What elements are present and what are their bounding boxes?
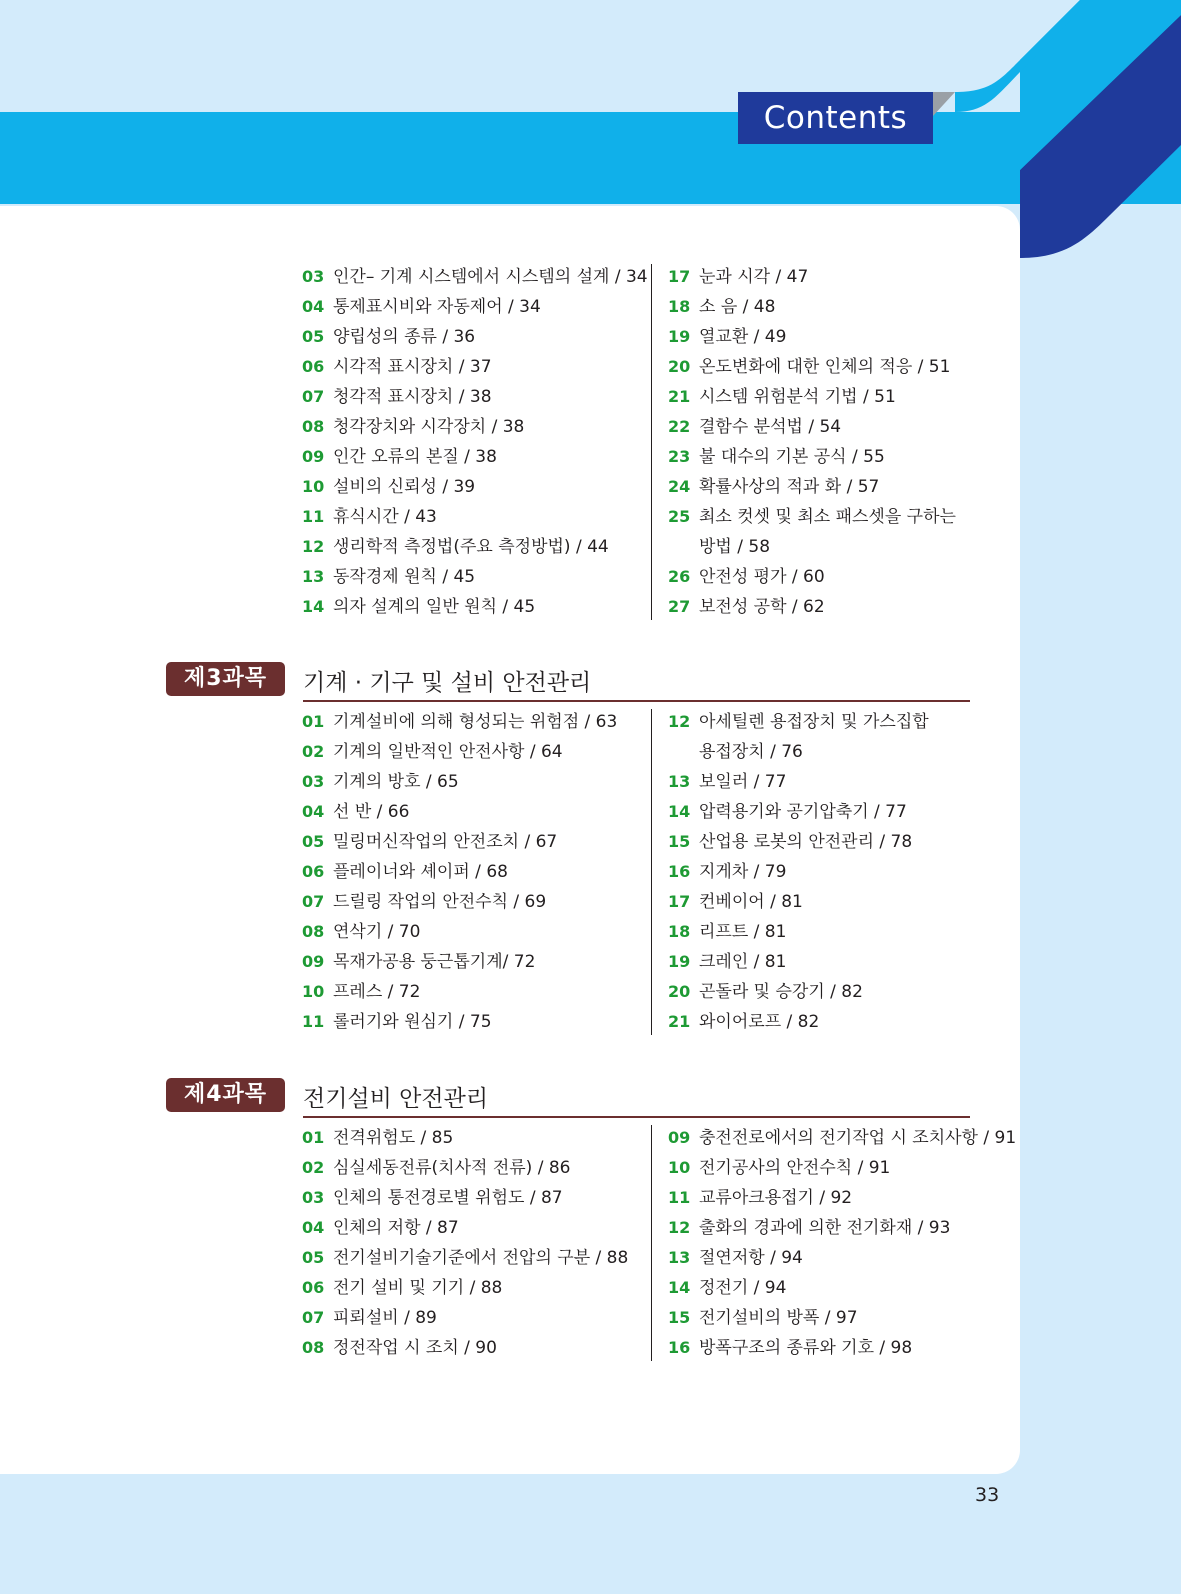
toc-entry-number: 18 <box>668 922 691 941</box>
toc-column-left <box>302 262 648 622</box>
toc-entry-title: 휴식시간 / 43 <box>333 507 437 527</box>
section-heading <box>166 1078 970 1116</box>
toc-entry-title: 교류아크용접기 / 92 <box>699 1188 853 1208</box>
toc-entry-title: 충전전로에서의 전기작업 시 조치사항 / 91 <box>699 1128 1017 1148</box>
toc-entry-number: 12 <box>302 537 325 556</box>
toc-entry-number: 13 <box>668 772 691 791</box>
toc-entry-title: 방법 / 58 <box>699 537 771 557</box>
section-label-badge: 제3과목 <box>166 662 285 696</box>
toc-entry-number: 11 <box>668 1188 691 1207</box>
toc-entry[interactable] <box>668 1243 980 1273</box>
section-heading <box>166 662 970 700</box>
toc-entry[interactable] <box>668 827 980 857</box>
toc-entry-title: 선 반 / 66 <box>333 802 410 822</box>
toc-entry-number: 14 <box>668 802 691 821</box>
toc-entry[interactable] <box>302 382 640 412</box>
toc-entry-title: 드릴링 작업의 안전수칙 / 69 <box>333 892 547 912</box>
toc-entry[interactable] <box>302 857 640 887</box>
toc-entry[interactable] <box>668 442 980 472</box>
toc-entry-title: 시스템 위험분석 기법 / 51 <box>699 387 896 407</box>
toc-entry[interactable] <box>302 1303 640 1333</box>
toc-entry[interactable] <box>302 532 640 562</box>
toc-entry-title: 의자 설계의 일반 원칙 / 45 <box>333 597 536 617</box>
toc-entry-title: 양립성의 종류 / 36 <box>333 327 476 347</box>
toc-entry[interactable] <box>302 1153 640 1183</box>
toc-entry-number: 09 <box>668 1128 691 1147</box>
toc-entry-number: 12 <box>668 1218 691 1237</box>
toc-entry-title: 피뢰설비 / 89 <box>333 1308 437 1328</box>
toc-entry-number: 04 <box>302 1218 325 1237</box>
toc-entry[interactable] <box>668 1303 980 1333</box>
toc-entry[interactable] <box>302 797 640 827</box>
toc-entry[interactable] <box>302 562 640 592</box>
toc-entry-title: 인간– 기계 시스템에서 시스템의 설계 / 34 <box>333 267 648 287</box>
toc-entry-number: 01 <box>302 1128 325 1147</box>
toc-entry[interactable] <box>668 1007 980 1037</box>
toc-entry[interactable] <box>668 1183 980 1213</box>
toc-entry-title: 롤러기와 원심기 / 75 <box>333 1012 492 1032</box>
toc-entry-title: 용접장치 / 76 <box>699 742 803 762</box>
toc-entry-title: 아세틸렌 용접장치 및 가스집합 <box>699 712 929 732</box>
section-label-badge: 제4과목 <box>166 1078 285 1112</box>
toc-entry-title: 정전작업 시 조치 / 90 <box>333 1338 497 1358</box>
toc-entry-title: 보전성 공학 / 62 <box>699 597 825 617</box>
column-divider <box>651 264 652 620</box>
toc-entry-number: 01 <box>302 712 325 731</box>
toc-entry[interactable] <box>668 262 980 292</box>
toc-entry[interactable] <box>302 262 648 292</box>
toc-entry-title: 청각적 표시장치 / 38 <box>333 387 492 407</box>
toc-entry-number: 07 <box>302 892 325 911</box>
toc-entry-number: 18 <box>668 297 691 316</box>
toc-entry-title: 열교환 / 49 <box>699 327 787 347</box>
toc-entry-title: 온도변화에 대한 인체의 적응 / 51 <box>699 357 951 377</box>
toc-entry[interactable] <box>302 412 640 442</box>
toc-entry-number: 03 <box>302 1188 325 1207</box>
toc-entry[interactable] <box>302 977 640 1007</box>
toc-entry-number: 21 <box>668 387 691 406</box>
toc-entry-number: 07 <box>302 387 325 406</box>
toc-entry-title: 기계설비에 의해 형성되는 위험점 / 63 <box>333 712 618 732</box>
toc-entry-number: 10 <box>302 982 325 1001</box>
toc-entry-number: 04 <box>302 297 325 316</box>
toc-entry-title: 컨베이어 / 81 <box>699 892 803 912</box>
toc-entry-title: 전격위험도 / 85 <box>333 1128 454 1148</box>
toc-entry-title: 전기공사의 안전수칙 / 91 <box>699 1158 891 1178</box>
toc-entry-number: 10 <box>668 1158 691 1177</box>
toc-entry-number: 16 <box>668 1338 691 1357</box>
toc-entry[interactable] <box>668 797 980 827</box>
toc-entry[interactable] <box>668 322 980 352</box>
toc-entry-number: 23 <box>668 447 691 466</box>
toc-entry[interactable] <box>668 887 980 917</box>
toc-entry-number: 26 <box>668 567 691 586</box>
toc-entry-title: 안전성 평가 / 60 <box>699 567 825 587</box>
toc-entry-title: 전기설비의 방폭 / 97 <box>699 1308 858 1328</box>
toc-entry[interactable] <box>302 592 640 622</box>
toc-entry-number: 05 <box>302 327 325 346</box>
toc-column-left <box>302 1123 640 1363</box>
toc-entry-number: 25 <box>668 507 691 526</box>
toc-entry[interactable] <box>302 917 640 947</box>
toc-entry-number: 11 <box>302 507 325 526</box>
toc-entry-number: 08 <box>302 1338 325 1357</box>
toc-entry-number: 08 <box>302 417 325 436</box>
toc-entry-number: 05 <box>302 1248 325 1267</box>
toc-entry-title: 연삭기 / 70 <box>333 922 421 942</box>
toc-column-right <box>668 262 980 622</box>
toc-entry-title: 방폭구조의 종류와 기호 / 98 <box>699 1338 913 1358</box>
section-title: 기계 · 기구 및 설비 안전관리 <box>303 670 592 696</box>
toc-entry-title: 인체의 통전경로별 위험도 / 87 <box>333 1188 563 1208</box>
toc-entry[interactable] <box>668 532 980 562</box>
toc-entry-title: 플레이너와 셰이퍼 / 68 <box>333 862 508 882</box>
toc-entry-title: 목재가공용 둥근톱기계/ 72 <box>333 952 536 972</box>
toc-column-right <box>668 1123 1017 1363</box>
toc-entry[interactable] <box>668 472 980 502</box>
toc-entry[interactable] <box>302 947 640 977</box>
toc-entry[interactable] <box>668 1273 980 1303</box>
toc-entry[interactable] <box>302 827 640 857</box>
toc-entry-title: 정전기 / 94 <box>699 1278 787 1298</box>
toc-entry-title: 프레스 / 72 <box>333 982 421 1002</box>
toc-entry-title: 곤돌라 및 승강기 / 82 <box>699 982 863 1002</box>
toc-entry-title: 결함수 분석법 / 54 <box>699 417 842 437</box>
toc-entry[interactable] <box>668 1213 980 1243</box>
toc-entry[interactable] <box>668 1123 1017 1153</box>
toc-entry-title: 인간 오류의 본질 / 38 <box>333 447 497 467</box>
section-rule <box>303 1116 970 1118</box>
toc-entry[interactable] <box>302 292 640 322</box>
toc-entry-title: 압력용기와 공기압축기 / 77 <box>699 802 907 822</box>
toc-entry-number: 03 <box>302 267 325 286</box>
column-divider <box>651 1125 652 1361</box>
toc-entry[interactable] <box>668 292 980 322</box>
toc-column-left <box>302 707 640 1037</box>
toc-entry-title: 눈과 시각 / 47 <box>699 267 809 287</box>
toc-entry-number: 06 <box>302 1278 325 1297</box>
toc-entry-title: 확률사상의 적과 화 / 57 <box>699 477 880 497</box>
toc-entry-title: 와이어로프 / 82 <box>699 1012 820 1032</box>
toc-entry[interactable] <box>668 767 980 797</box>
toc-entry-number: 04 <box>302 802 325 821</box>
toc-entry-title: 절연저항 / 94 <box>699 1248 803 1268</box>
toc-entry[interactable] <box>302 887 640 917</box>
page-number: 33 <box>975 1484 1000 1506</box>
tab-fold-decoration <box>933 92 955 116</box>
toc-entry-number: 15 <box>668 1308 691 1327</box>
toc-entry-number: 02 <box>302 742 325 761</box>
toc-entry-number: 12 <box>668 712 691 731</box>
toc-entry-number: 20 <box>668 982 691 1001</box>
toc-entry-title: 인체의 저항 / 87 <box>333 1218 459 1238</box>
toc-entry[interactable] <box>668 592 980 622</box>
toc-entry-number: 21 <box>668 1012 691 1031</box>
toc-entry-number: 15 <box>668 832 691 851</box>
toc-entry-title: 청각장치와 시각장치 / 38 <box>333 417 525 437</box>
toc-entry-number: 06 <box>302 862 325 881</box>
toc-entry[interactable] <box>668 412 980 442</box>
toc-entry[interactable] <box>302 502 640 532</box>
toc-entry-title: 소 음 / 48 <box>699 297 776 317</box>
toc-entry[interactable] <box>302 352 640 382</box>
toc-entry[interactable] <box>302 472 640 502</box>
toc-entry-title: 통제표시비와 자동제어 / 34 <box>333 297 541 317</box>
toc-entry[interactable] <box>668 947 980 977</box>
toc-entry[interactable] <box>668 1153 980 1183</box>
toc-entry-number: 08 <box>302 922 325 941</box>
column-divider <box>651 709 652 1035</box>
toc-entry-title: 동작경제 원칙 / 45 <box>333 567 476 587</box>
toc-entry[interactable] <box>302 442 640 472</box>
toc-entry-title: 기계의 일반적인 안전사항 / 64 <box>333 742 563 762</box>
toc-entry[interactable] <box>302 1243 640 1273</box>
toc-entry-number: 14 <box>302 597 325 616</box>
toc-entry[interactable] <box>668 917 980 947</box>
toc-entry-number: 03 <box>302 772 325 791</box>
toc-entry-title: 설비의 신뢰성 / 39 <box>333 477 476 497</box>
toc-entry-number: 13 <box>302 567 325 586</box>
toc-entry[interactable] <box>302 1183 640 1213</box>
toc-column-right <box>668 707 980 1037</box>
toc-entry-number: 27 <box>668 597 691 616</box>
toc-entry-title: 산업용 로봇의 안전관리 / 78 <box>699 832 913 852</box>
toc-entry-number: 11 <box>302 1012 325 1031</box>
toc-entry-number: 10 <box>302 477 325 496</box>
toc-entry[interactable] <box>668 737 980 767</box>
toc-entry-number: 24 <box>668 477 691 496</box>
toc-entry-number: 14 <box>668 1278 691 1297</box>
toc-entry-title: 시각적 표시장치 / 37 <box>333 357 492 377</box>
toc-entry-title: 전기 설비 및 기기 / 88 <box>333 1278 503 1298</box>
toc-entry[interactable] <box>302 707 640 737</box>
toc-entry-number: 09 <box>302 447 325 466</box>
toc-entry-title: 전기설비기술기준에서 전압의 구분 / 88 <box>333 1248 629 1268</box>
contents-title: Contents <box>738 92 933 144</box>
toc-entry[interactable] <box>668 352 980 382</box>
toc-entry[interactable] <box>668 1333 980 1363</box>
toc-entry[interactable] <box>668 707 980 737</box>
toc-entry[interactable] <box>302 1333 640 1363</box>
toc-entry-number: 06 <box>302 357 325 376</box>
toc-entry-title: 리프트 / 81 <box>699 922 787 942</box>
toc-entry[interactable] <box>668 502 980 532</box>
toc-entry[interactable] <box>668 977 980 1007</box>
toc-entry-number: 17 <box>668 892 691 911</box>
toc-entry-title: 밀링머신작업의 안전조치 / 67 <box>333 832 558 852</box>
toc-entry-number: 16 <box>668 862 691 881</box>
toc-entry[interactable] <box>302 1123 640 1153</box>
toc-entry[interactable] <box>668 562 980 592</box>
toc-entry-number: 17 <box>668 267 691 286</box>
toc-entry-title: 보일러 / 77 <box>699 772 787 792</box>
toc-entry-number: 13 <box>668 1248 691 1267</box>
section-rule <box>303 700 970 702</box>
toc-entry-number: 22 <box>668 417 691 436</box>
toc-entry-number: 19 <box>668 952 691 971</box>
toc-entry[interactable] <box>668 857 980 887</box>
toc-entry-title: 생리학적 측정법(주요 측정방법) / 44 <box>333 537 609 557</box>
section-title: 전기설비 안전관리 <box>303 1086 489 1112</box>
toc-entry-title: 기계의 방호 / 65 <box>333 772 459 792</box>
toc-entry-number: 20 <box>668 357 691 376</box>
toc-entry[interactable] <box>302 767 640 797</box>
toc-entry-number: 02 <box>302 1158 325 1177</box>
toc-entry[interactable] <box>302 322 640 352</box>
toc-entry-title: 크레인 / 81 <box>699 952 787 972</box>
toc-entry[interactable] <box>668 382 980 412</box>
toc-entry-number: 09 <box>302 952 325 971</box>
toc-entry-number: 07 <box>302 1308 325 1327</box>
toc-entry-title: 불 대수의 기본 공식 / 55 <box>699 447 885 467</box>
toc-entry-title: 출화의 경과에 의한 전기화재 / 93 <box>699 1218 951 1238</box>
toc-entry-title: 심실세동전류(치사적 전류) / 86 <box>333 1158 571 1178</box>
toc-entry[interactable] <box>302 1213 640 1243</box>
toc-entry-number: 19 <box>668 327 691 346</box>
toc-entry[interactable] <box>302 737 640 767</box>
toc-entry-number: 05 <box>302 832 325 851</box>
toc-entry[interactable] <box>302 1007 640 1037</box>
toc-entry-title: 지게차 / 79 <box>699 862 787 882</box>
toc-entry[interactable] <box>302 1273 640 1303</box>
toc-entry-title: 최소 컷셋 및 최소 패스셋을 구하는 <box>699 507 956 527</box>
